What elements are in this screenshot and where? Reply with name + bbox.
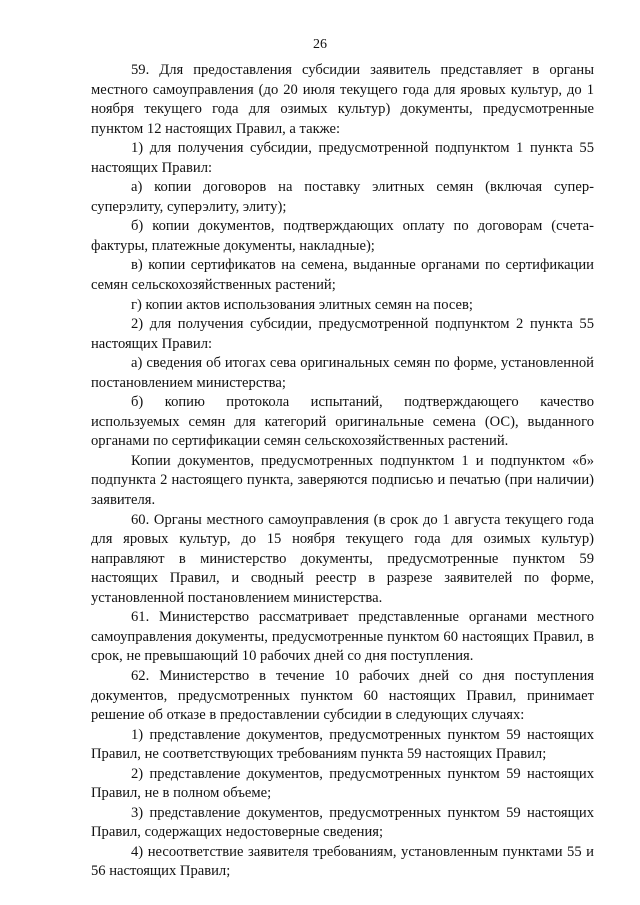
- document-body: [91, 61, 594, 882]
- paragraph-59-item-2: 2) для получения субсидии, предусмотренной подпунктом 2 пункта 55 настоящих Правил:: [91, 316, 594, 352]
- paragraph-60: 60. Органы местного самоуправления (в срок до 1 августа текущего года для яровых культур, до 15 ноября текущего года для озимых культур) направляют в министерство документы, предусмотренные пунктом 59 настоящих Правил, и сводный реестр в разрезе заявителей по форме, установленной постановлением министерства.: [91, 511, 594, 606]
- paragraph-59-copies: Копии документов, предусмотренных подпунктом 1 и подпунктом «б» подпункта 2 настоящего пункта, заверяются подписью и печатью (при наличии) заявителя.: [91, 452, 594, 509]
- paragraph-59-item-1-v: в) копии сертификатов на семена, выданные органами по сертификации семян сельскохозяйственных растений;: [91, 257, 594, 294]
- paragraph-62-item-4: 4) несоответствие заявителя требованиям, установленным пунктами 55 и 56 настоящих Правил;: [91, 843, 594, 880]
- paragraph-62-item-1: 1) представление документов, предусмотренных пунктом 59 настоящих Правил, не соответствующих требованиям пункта 59 настоящих Правил;: [91, 726, 594, 763]
- paragraph-59-item-1-a: а) копии договоров на поставку элитных семян (включая супер-суперэлиту, суперэлиту, элиту);: [91, 179, 594, 215]
- paragraph-59-item-2-b: б) копию протокола испытаний, подтверждающего качество используемых семян для категорий оригинальные семена (ОС), выданного органами по сертификации семян сельскохозяйственных растений.: [91, 394, 594, 450]
- paragraph-59-intro: 59. Для предоставления субсидии заявитель представляет в органы местного самоуправления (до 20 июля текущего года для яровых культур, до 1 ноября текущего года для озимых культур) документы, предусмотренные пунктом 12 настоящих Правил, а также:: [91, 62, 594, 137]
- paragraph-62-intro: 62. Министерство в течение 10 рабочих дней со дня поступления документов, предусмотренных пунктом 60 настоящих Правил, принимает решение об отказе в предоставлении субсидии в следующих случаях:: [91, 667, 594, 724]
- page-number: 26: [313, 37, 327, 52]
- paragraph-59-item-2-a: а) сведения об итогах сева оригинальных семян по форме, установленной постановлением министерства;: [91, 355, 594, 391]
- paragraph-62-item-3: 3) представление документов, предусмотренных пунктом 59 настоящих Правил, содержащих недостоверные сведения;: [91, 804, 594, 841]
- paragraph-59-item-1: 1) для получения субсидии, предусмотренной подпунктом 1 пункта 55 настоящих Правил:: [91, 140, 594, 176]
- paragraph-59-item-1-b: б) копии документов, подтверждающих оплату по договорам (счета-фактуры, платежные документы, накладные);: [91, 218, 594, 254]
- paragraph-62-item-2: 2) представление документов, предусмотренных пунктом 59 настоящих Правил, не в полном объеме;: [91, 765, 594, 802]
- paragraph-61: 61. Министерство рассматривает представленные органами местного самоуправления документы, предусмотренные пунктом 60 настоящих Правил, в срок, не превышающий 10 рабочих дней со дня поступления.: [91, 609, 594, 665]
- paragraph-59-item-1-g: г) копии актов использования элитных семян на посев;: [131, 296, 473, 313]
